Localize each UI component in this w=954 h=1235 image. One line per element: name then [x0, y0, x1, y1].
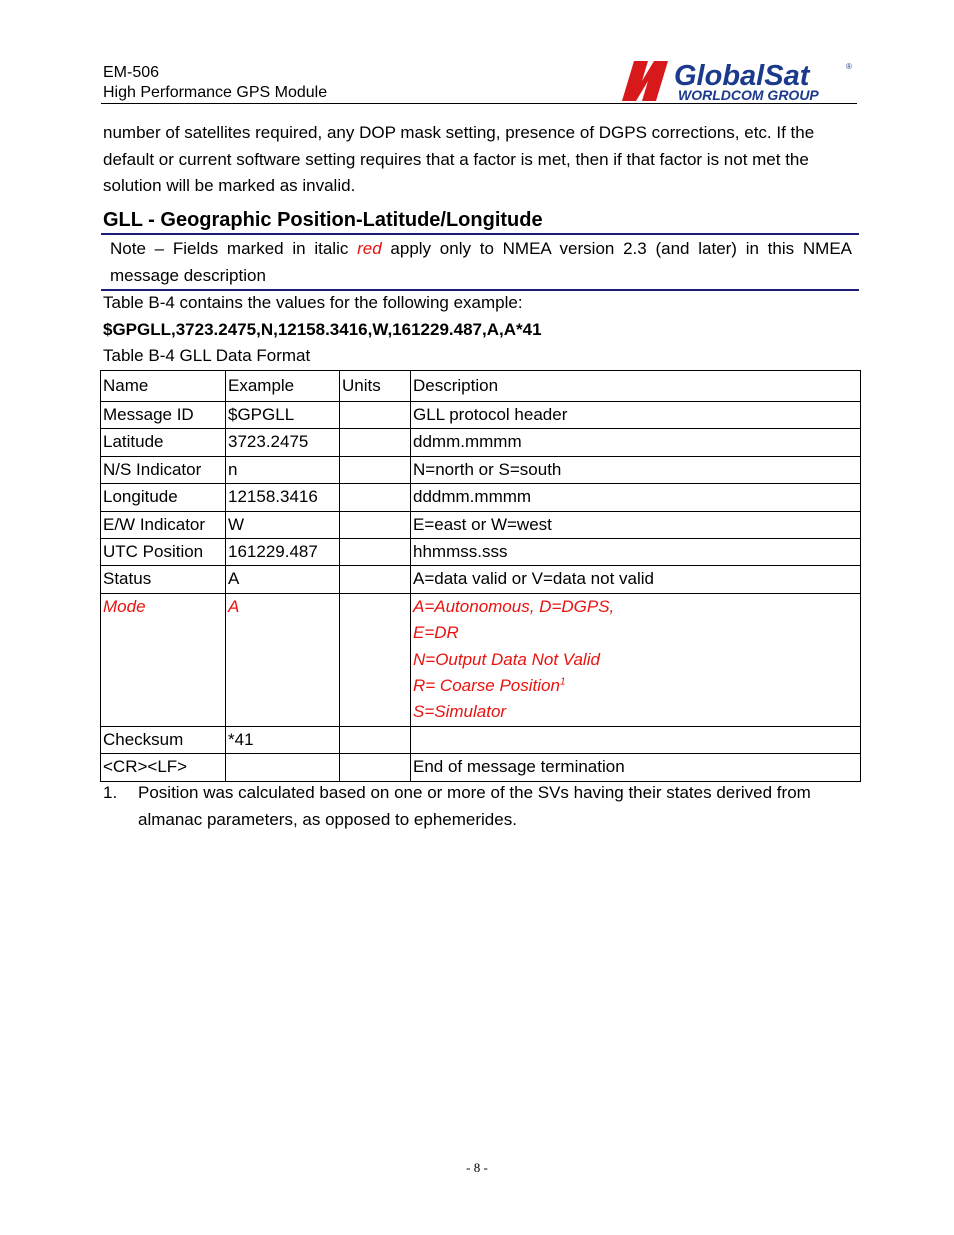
- table-row: [101, 402, 861, 429]
- table-row: [101, 566, 861, 593]
- doc-id: EM-506: [103, 64, 160, 81]
- table-cell: ddmm.mmmm: [411, 429, 861, 456]
- table-cell: End of message termination: [411, 754, 861, 781]
- mode-desc-line: S=Simulator: [413, 702, 507, 722]
- table-cell: [340, 539, 411, 566]
- table-cell: N=north or S=south: [411, 456, 861, 483]
- mode-desc-line: E=DR: [413, 623, 459, 643]
- table-cell: <CR><LF>: [101, 754, 226, 781]
- table-cell: E/W Indicator: [101, 511, 226, 538]
- table-cell: A=data valid or V=data not valid: [411, 566, 861, 593]
- mode-desc-line: A=Autonomous, D=DGPS,: [413, 596, 615, 616]
- example-intro: Table B-4 contains the values for the following example:: [103, 293, 523, 312]
- logo-text-sub: WORLDCOM GROUP: [678, 87, 819, 103]
- table-cell: [340, 402, 411, 429]
- table-row-mode: [101, 593, 861, 726]
- table-row: [101, 429, 861, 456]
- note-rule: [101, 289, 859, 291]
- table-cell: E=east or W=west: [411, 511, 861, 538]
- table-cell: Mode: [101, 593, 226, 726]
- table-cell: [340, 456, 411, 483]
- table-row: [101, 511, 861, 538]
- example-sentence: $GPGLL,3723.2475,N,12158.3416,W,161229.487,A,A*41: [103, 320, 542, 339]
- footnote-number: 1.: [103, 783, 118, 802]
- gll-data-table: [100, 370, 861, 782]
- table-cell: A: [226, 593, 340, 726]
- globalsat-logo: [620, 57, 860, 103]
- table-cell: [226, 754, 340, 781]
- table-cell: Checksum: [101, 726, 226, 753]
- table-cell: W: [226, 511, 340, 538]
- table-cell: [411, 726, 861, 753]
- mode-description-cell: [411, 593, 861, 726]
- table-cell: [340, 566, 411, 593]
- table-cell: $GPGLL: [226, 402, 340, 429]
- table-cell: N/S Indicator: [101, 456, 226, 483]
- table-cell: n: [226, 456, 340, 483]
- heading-rule: [101, 233, 859, 235]
- table-row: [101, 456, 861, 483]
- table-cell: A: [226, 566, 340, 593]
- table-cell: 12158.3416: [226, 484, 340, 511]
- mode-desc-line: R= Coarse Position: [413, 676, 560, 696]
- note-red-word: red: [357, 239, 382, 258]
- header-cell: Name: [101, 371, 226, 402]
- header-cell: Example: [226, 371, 340, 402]
- table-cell: Status: [101, 566, 226, 593]
- version-note: [110, 236, 852, 289]
- table-row: [101, 726, 861, 753]
- note-text-before: Note – Fields marked in italic: [110, 239, 358, 258]
- table-row: [101, 484, 861, 511]
- footnote-text: Position was calculated based on one or more of the SVs having their states derived from almanac parameters, as opposed to ephemerides.: [138, 783, 811, 829]
- table-cell: Latitude: [101, 429, 226, 456]
- table-cell: [340, 484, 411, 511]
- section-heading: GLL - Geographic Position-Latitude/Longitude: [103, 209, 543, 231]
- table-cell: hhmmss.sss: [411, 539, 861, 566]
- table-cell: GLL protocol header: [411, 402, 861, 429]
- header-cell: Units: [340, 371, 411, 402]
- table-cell: UTC Position: [101, 539, 226, 566]
- logo-registered-mark: ®: [846, 62, 852, 71]
- table-cell: [340, 511, 411, 538]
- table-cell: [340, 429, 411, 456]
- table-cell: [340, 593, 411, 726]
- table-cell: *41: [226, 726, 340, 753]
- header-rule: [101, 103, 857, 104]
- table-cell: [340, 754, 411, 781]
- footnote-reference: 1: [559, 676, 566, 688]
- table-row: [101, 754, 861, 781]
- note-text-after: apply only to NMEA version 2.3 (and later) in this NMEA message description: [110, 239, 852, 285]
- table-header-row: [101, 371, 861, 402]
- table-cell: 161229.487: [226, 539, 340, 566]
- header-cell: Description: [411, 371, 861, 402]
- table-cell: dddmm.mmmm: [411, 484, 861, 511]
- mode-desc-line-with-footnote: [413, 673, 858, 699]
- table-footnote: [103, 780, 848, 833]
- table-cell: Message ID: [101, 402, 226, 429]
- page-number: - 8 -: [466, 1160, 488, 1175]
- mode-desc-line: N=Output Data Not Valid: [413, 649, 600, 669]
- intro-paragraph: number of satellites required, any DOP mask setting, presence of DGPS corrections, etc. If the default or current software setting requires that a factor is met, then if that factor is not met the solution will be marked as invalid.: [103, 123, 815, 195]
- header-text: [103, 63, 327, 103]
- logo-text-main: GlobalSat: [674, 60, 810, 92]
- logo-emblem: [622, 61, 668, 101]
- table-cell: Longitude: [101, 484, 226, 511]
- table-cell: 3723.2475: [226, 429, 340, 456]
- table-cell: [340, 726, 411, 753]
- table-row: [101, 539, 861, 566]
- doc-subtitle: High Performance GPS Module: [103, 84, 328, 101]
- table-caption: Table B-4 GLL Data Format: [103, 346, 311, 365]
